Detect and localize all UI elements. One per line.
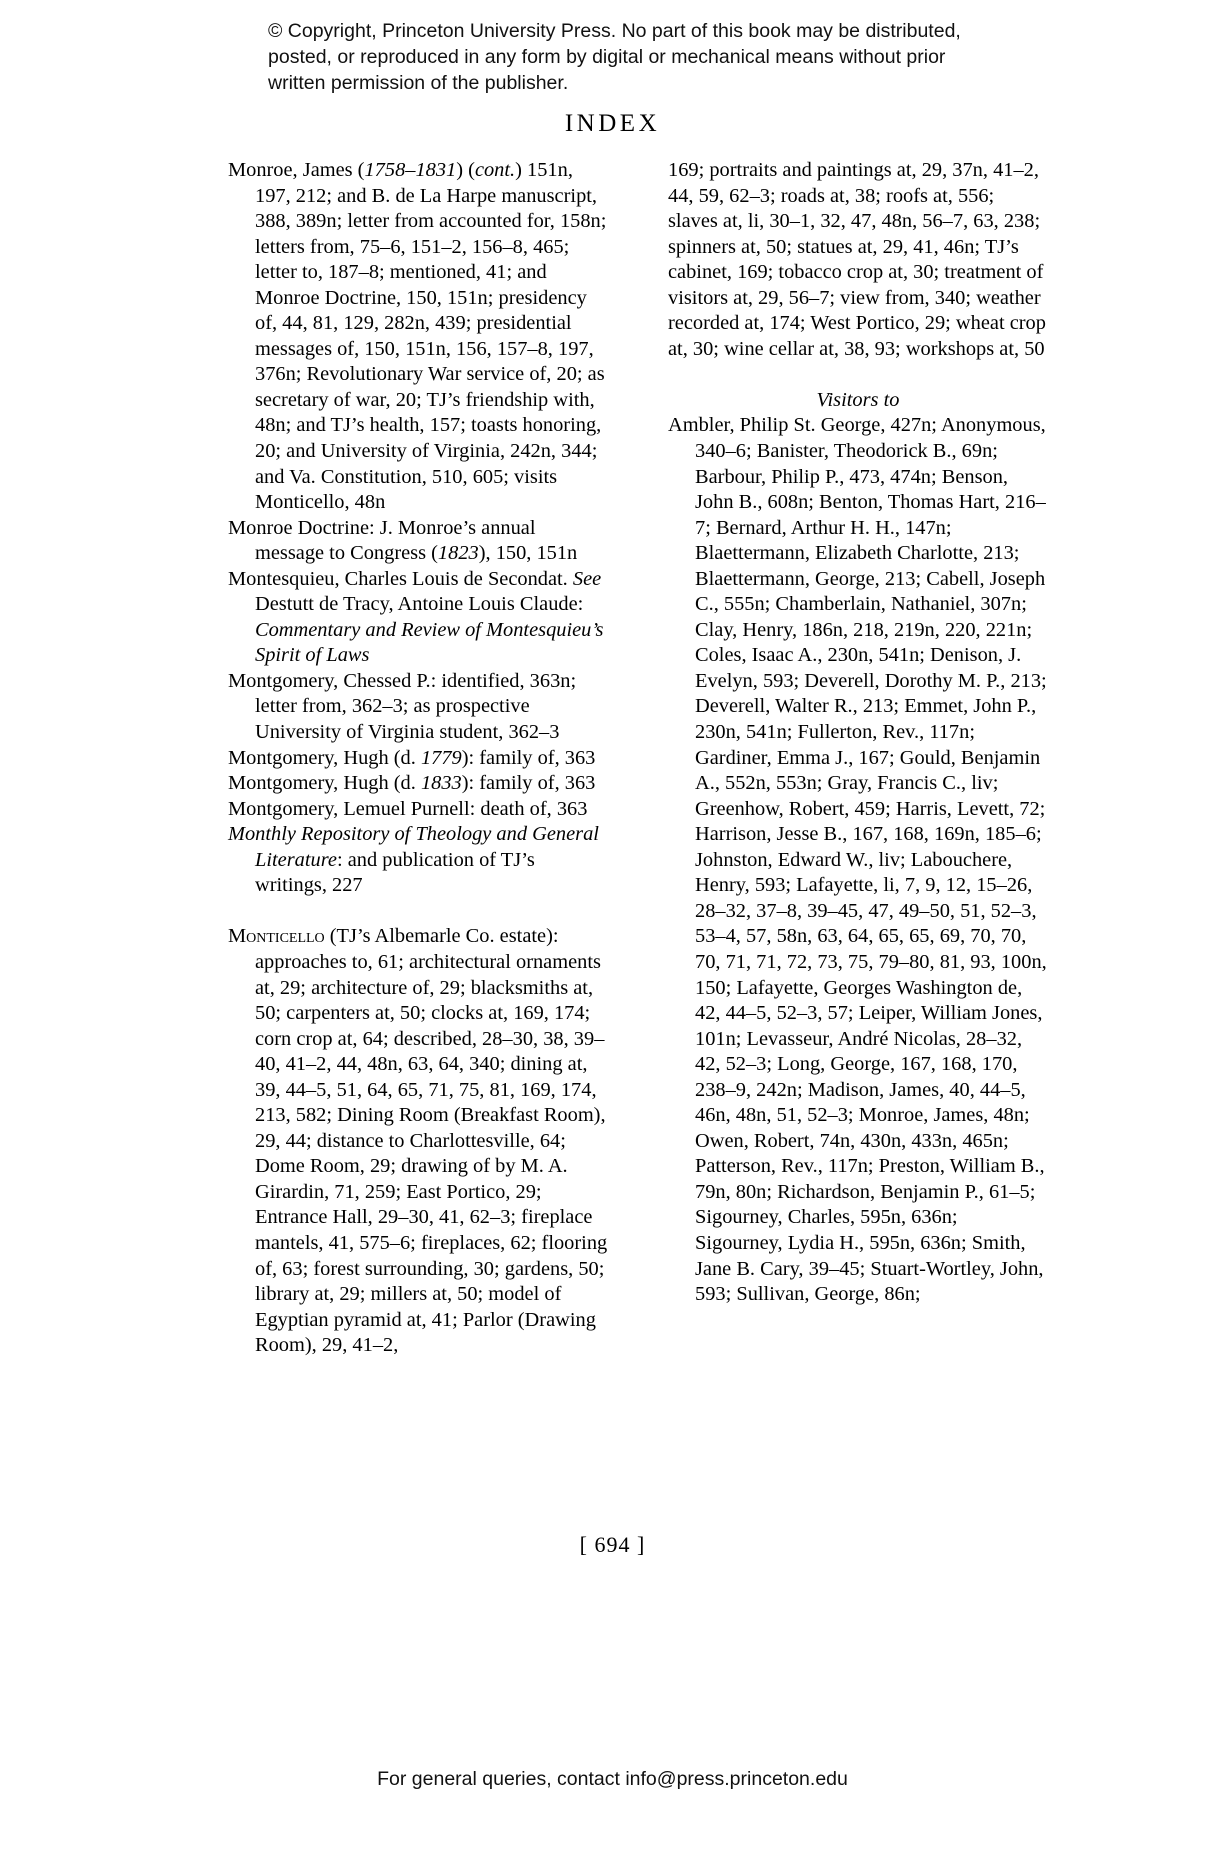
left-column xyxy=(228,158,608,1359)
index-entry-monthly-repository: Monthly Repository of Theology and General Literature: and publication of TJ’s writings, 227 xyxy=(228,823,599,897)
entry-spacer xyxy=(228,899,608,925)
index-entry-monticello-continued: 169; portraits and paintings at, 29, 37n, 41–2, 44, 59, 62–3; roads at, 38; roofs at, 556; slaves at, li, 30–1, 32, 47, 48n, 56–7, 63, 238; spinners at, 50; statues at, 29, 41, 46n; TJ’s cabinet, 169; tobacco crop at, 30; treatment of visitors at, 29, 56–7; view from, 340; weather recorded at, 174; West Portico, 29; wheat crop at, 30; wine cellar at, 38, 93; workshops at, 50 xyxy=(668,159,1046,360)
right-column xyxy=(668,158,1048,1308)
index-entry-monroe-james: Monroe, James (1758–1831) (cont.) 151n, 197, 212; and B. de La Harpe manuscript, 388, 389n; letter from accounted for, 158n; letters from, 75–6, 151–2, 156–8, 465; letter to, 187–8; mentioned, 41; and Monroe Doctrine, 150, 151n; presidency of, 44, 81, 129, 282n, 439; presidential messages of, 150, 151n, 156, 157–8, 197, 376n; Revolutionary War service of, 20; as secretary of war, 20; TJ’s friendship with, 48n; and TJ’s health, 157; toasts honoring, 20; and University of Virginia, 242n, 344; and Va. Constitution, 510, 605; visits Monticello, 48n xyxy=(228,159,607,514)
index-entry-montgomery-hugh-1779: Montgomery, Hugh (d. 1779): family of, 363 xyxy=(228,746,596,769)
page-number: [ 694 ] xyxy=(579,1532,646,1557)
subhead-visitors-to: Visitors to xyxy=(816,388,900,411)
footer-queries: For general queries, contact info@press.princeton.edu xyxy=(377,1768,848,1790)
index-entry-visitors-list: Ambler, Philip St. George, 427n; Anonymous, 340–6; Banister, Theodorick B., 69n; Barbour, Philip P., 473, 474n; Benson, John B., 608n; Benton, Thomas Hart, 216–7; Bernard, Arthur H. H., 147n; Blaettermann, Elizabeth Charlotte, 213; Blaettermann, George, 213; Cabell, Joseph C., 555n; Chamberlain, Nathaniel, 307n; Clay, Henry, 186n, 218, 219n, 220, 221n; Coles, Isaac A., 230n, 541n; Denison, J. Evelyn, 593; Deverell, Dorothy M. P., 213; Deverell, Walter R., 213; Emmet, John P., 230n, 541n; Fullerton, Rev., 117n; Gardiner, Emma J., 167; Gould, Benjamin A., 552n, 553n; Gray, Francis C., liv; Greenhow, Robert, 459; Harris, Levett, 72; Harrison, Jesse B., 167, 168, 169n, 185–6; Johnston, Edward W., liv; Labouchere, Henry, 593; Lafayette, li, 7, 9, 12, 15–26, 28–32, 37–8, 39–45, 47, 49–50, 51, 52–3, 53–4, 57, 58n, 63, 64, 65, 65, 69, 70, 70, 70, 71, 71, 72, 73, 75, 79–80, 81, 93, 100n, 150; Lafayette, Georges Washington de, 42, 44–5, 52–3, 57; Leiper, William Jones, 101n; Levasseur, André Nicolas, 28–32, 42, 52–3; Long, George, 167, 168, 170, 238–9, 242n; Madison, James, 40, 44–5, 46n, 48n, 51, 52–3; Monroe, James, 48n; Owen, Robert, 74n, 430n, 433n, 465n; Patterson, Rev., 117n; Preston, William B., 79n, 80n; Richardson, Benjamin P., 61–5; Sigourney, Charles, 595n, 636n; Sigourney, Lydia H., 595n, 636n; Smith, Jane B. Cary, 39–45; Stuart-Wortley, John, 593; Sullivan, George, 86n; xyxy=(668,414,1047,1306)
index-entry-monroe-doctrine: Monroe Doctrine: J. Monroe’s annual message to Congress (1823), 150, 151n xyxy=(228,516,578,565)
index-entry-montgomery-chessed: Montgomery, Chessed P.: identified, 363n; letter from, 362–3; as prospective University of Virginia student, 362–3 xyxy=(228,669,577,744)
index-entry-montesquieu: Montesquieu, Charles Louis de Secondat. See Destutt de Tracy, Antoine Louis Claude: Commentary and Review of Montesquieu’s Spirit of Laws xyxy=(228,567,604,667)
subhead-spacer xyxy=(668,362,1048,388)
index-entry-monticello: Monticello (TJ’s Albemarle Co. estate): approaches to, 61; architectural ornaments at, 29; architecture of, 29; blacksmiths at, 50; carpenters at, 50; clocks at, 169, 174; corn crop at, 64; described, 28–30, 38, 39–40, 41–2, 44, 48n, 63, 64, 340; dining at, 39, 44–5, 51, 64, 65, 71, 75, 81, 169, 174, 213, 582; Dining Room (Breakfast Room), 29, 44; distance to Charlottesville, 64; Dome Room, 29; drawing of by M. A. Girardin, 71, 259; East Portico, 29; Entrance Hall, 29–30, 41, 62–3; fireplace mantels, 41, 575–6; fireplaces, 62; flooring of, 63; forest surrounding, 30; gardens, 50; library at, 29; millers at, 50; model of Egyptian pyramid at, 41; Parlor (Drawing Room), 29, 41–2, xyxy=(228,925,608,1357)
page-title: INDEX xyxy=(564,110,661,137)
index-entry-montgomery-hugh-1833: Montgomery, Hugh (d. 1833): family of, 363 xyxy=(228,772,596,795)
copyright-notice: © Copyright, Princeton University Press. No part of this book may be distributed, posted, or reproduced in any form by digital or mechanical means without prior written permission of the publisher. xyxy=(268,20,961,94)
index-columns xyxy=(228,158,1048,1508)
index-entry-montgomery-lemuel: Montgomery, Lemuel Purnell: death of, 363 xyxy=(228,797,588,820)
